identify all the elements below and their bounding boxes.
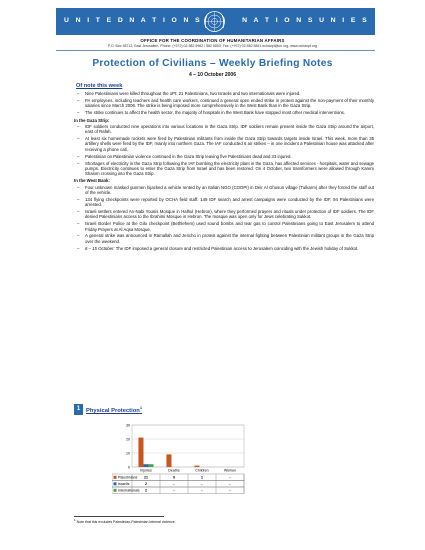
- legend-swatch: [114, 476, 117, 479]
- un-emblem-icon: [202, 9, 227, 34]
- legend-entry: Palestinians: [118, 475, 138, 480]
- section-number: 1: [74, 404, 83, 415]
- un-banner: [56, 8, 375, 35]
- data-label: -: [201, 488, 203, 493]
- header-divider: [56, 50, 375, 51]
- west-bank-heading: In the West Bank:: [74, 178, 110, 184]
- x-category-label: Women: [223, 468, 237, 473]
- legend-entry: Israelis: [118, 482, 130, 487]
- bar: [138, 438, 143, 467]
- data-label: 2: [145, 482, 147, 487]
- data-label: -: [173, 488, 175, 493]
- briefing-content: [74, 84, 374, 253]
- y-tick-label: 30: [126, 423, 130, 428]
- casualties-chart: [112, 420, 262, 510]
- list-item: – IDF soldiers conducted nine operations into various locations in the Gaza Strip. IDF soldiers remain present inside the Gaza Strip around the airport, east of Rafah.: [74, 124, 374, 135]
- banner-right-text: N A T I O N S U N I E S: [242, 17, 369, 24]
- list-item: – Shortages of electricity in the Gaza Strip following the IAF bombing the electricity plant in the Gaza, has affected services - hospitals, water and sewage pumps. Electricity continues to enter the Gaza Strip from Israel and has been restored. On 4 October, two transformers were allowed through Karem Shalom crossing into the Gaza Strip.: [74, 161, 374, 177]
- of-note-list: [74, 91, 374, 115]
- section-heading-text: Physical Protection: [86, 407, 140, 414]
- footnote-mark: 1: [139, 405, 143, 410]
- data-label: 21: [144, 475, 148, 480]
- x-category-label: Deaths: [168, 468, 180, 473]
- west-bank-list: [74, 185, 374, 251]
- list-item: – The strike continues to affect the health sector, the majority of hospitals in the West Bank have stopped most other medical interventions.: [74, 110, 374, 115]
- list-item: – PA employees, including teachers and health care workers, continued a general open ended strike in protest against the non-payment of their monthly salaries since March 2006. The strike is being imposed more comprehensively in the West Bank than in the Gaza Strip.: [74, 98, 374, 109]
- data-label: -: [229, 475, 231, 480]
- footnote-divider: [74, 516, 164, 517]
- legend-entry: Internationals: [118, 488, 140, 493]
- bar: [194, 466, 199, 467]
- footnote-number: 1: [74, 518, 76, 522]
- footnote-text: Note that this excludes Palestinian-Palestinian internal violence.: [76, 520, 176, 525]
- office-name: OFFICE FOR THE COORDINATION OF HUMANITARIAN AFFAIRS: [140, 38, 285, 43]
- legend-swatch: [114, 482, 117, 485]
- list-item: [74, 246, 374, 251]
- gaza-heading: In the Gaza Strip:: [74, 117, 110, 123]
- list-item: – Four unknown masked gunmen hijacked a vehicle rented by an Italian NGO (COOPI) in Deir Al Ghusun village (Tulkarm) after they forced the staff out of the vehicle.: [74, 185, 374, 196]
- list-item: – Palestinian on Palestinian violence continued in the Gaza Strip leaving five Palestinians dead and 33 injured.: [74, 154, 374, 159]
- y-tick-label: 20: [126, 437, 130, 442]
- x-category-label: Injuries: [140, 468, 152, 473]
- gaza-list: [74, 124, 374, 176]
- data-label: -: [229, 488, 231, 493]
- page-title: Protection of Civilians – Weekly Briefing Notes: [92, 58, 333, 69]
- data-label: -: [173, 482, 175, 487]
- list-item: – Nine Palestinians were killed throughout the oPt: 21 Palestinians, two Israelis and two internationals were injured.: [74, 91, 374, 96]
- data-label: -: [229, 482, 231, 487]
- table-row: [112, 481, 244, 488]
- date-range: 4 – 10 October 2006: [189, 72, 236, 78]
- footnote: [74, 518, 374, 524]
- list-item: – A general strike was announced in Ramallah and Jericho in protest against the internal fighting between Palestinian militant groups in the Gaza Strip over the weekend.: [74, 233, 374, 244]
- bar: [166, 454, 171, 467]
- list-item: – Israeli settlers entered An-Nabi Younis Mosque in Halhul (Hebron), where they performed prayers and rituals under protection of IDF soldiers. The IDF denied Palestinians access to the Ibrahimi Mosque in Hebron. The mosque was open only for Jews celebrating Sukkot.: [74, 209, 374, 220]
- bar: [143, 464, 148, 467]
- banner-left-text: U N I T E D N A T I O N S: [64, 17, 203, 24]
- list-item: – 134 flying checkpoints were reported by OCHA field staff. 149 IDF search and arrest campaigns were conducted by the IDF. 94 Palestinians were arrested.: [74, 197, 374, 208]
- x-category-label: Children: [195, 468, 209, 473]
- list-item: – At least six homemade rockets were fired by Palestinian militants from inside the Gaza Strip towards targets inside Israel. This week, more than 35 artillery shells were fired by the IDF, mainly into northern Gaza. The IAF conducted 6 air strikes – in one incident a Palestinian house was attacked after receiving a phone call.: [74, 136, 374, 152]
- y-tick-label: 0: [128, 465, 130, 470]
- casualties-chart-svg: [112, 420, 262, 510]
- y-tick-label: 10: [126, 451, 130, 456]
- bar: [149, 464, 154, 467]
- legend-swatch: [114, 489, 117, 492]
- contact-line: P.O. Box 38712, East Jerusalem, Phone: (+972) 02-582 9962 / 582 5853, Fax: (+972) 02-582 5841 ochaopt@un.org, www.ochaopt.org: [108, 44, 317, 48]
- section-heading: [86, 405, 142, 414]
- data-label: 1: [201, 475, 203, 480]
- list-item: – Israeli Border Police at the Gilo checkpoint (Bethlehem) used sound bombs and tear gas to control Palestinians going to East Jerusalem to attend Friday Prayers at Al Aqsa Mosque.: [74, 221, 374, 232]
- data-label: 9: [173, 475, 175, 480]
- sukkot-text: The IDF imposed a general closure and restricted Palestinian access to Jerusalem coinciding with the Jewish holiday of Sukkot.: [114, 245, 359, 251]
- section-physical-protection: [74, 404, 374, 416]
- sukkot-date-lead: 6 – 15 October:: [85, 245, 115, 251]
- data-label: -: [201, 482, 203, 487]
- of-note-heading: Of note this week: [76, 83, 123, 89]
- data-label: 2: [145, 488, 147, 493]
- plot-area: [132, 425, 244, 467]
